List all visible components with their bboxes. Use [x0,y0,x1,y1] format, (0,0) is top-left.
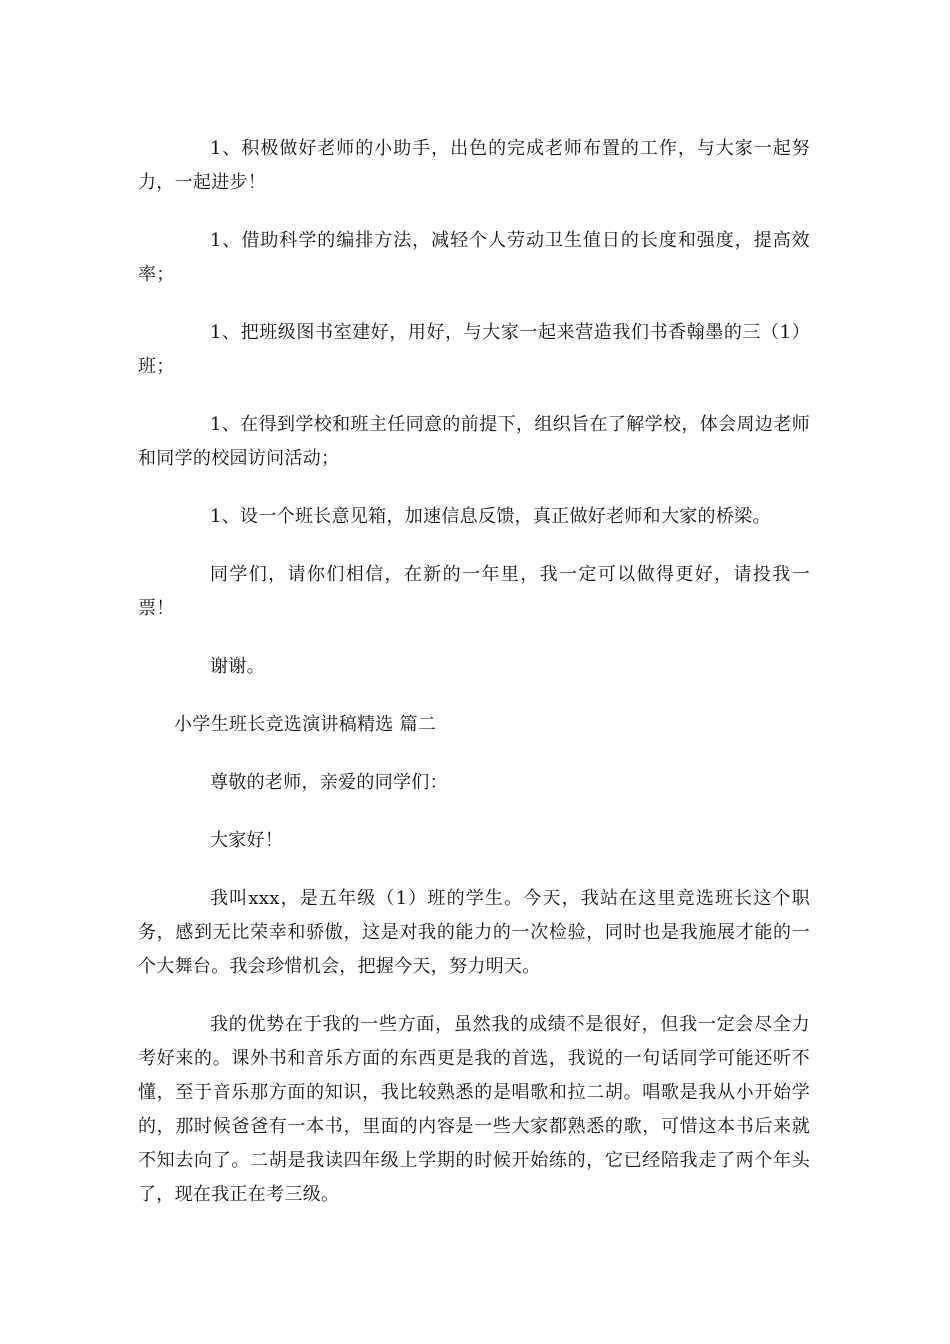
document-body [138,132,810,1212]
paragraph-thanks: 谢谢。 [210,656,265,677]
paragraph-greeting: 大家好！ [210,830,284,851]
section-heading: 小学生班长竞选演讲稿精选 篇二 [174,714,437,735]
paragraph-duty-library: 1、把班级图书室建好，用好，与大家一起来营造我们书香翰墨的三（1）班； [138,322,810,377]
paragraph-vote-request: 同学们，请你们相信，在新的一年里，我一定可以做得更好，请投我一票！ [138,564,810,619]
paragraph-introduction: 我叫xxx，是五年级（1）班的学生。今天，我站在这里竞选班长这个职务，感到无比荣幸和骄傲，这是对我的能力的一次检验，同时也是我施展才能的一个大舞台。我会珍惜机会，把握今天，努力明天。 [138,888,810,977]
paragraph-duty-visit: 1、在得到学校和班主任同意的前提下，组织旨在了解学校，体会周边老师和同学的校园访问活动； [138,414,810,469]
paragraph-duty-schedule: 1、借助科学的编排方法，减轻个人劳动卫生值日的长度和强度，提高效率； [138,230,810,285]
paragraph-duty-suggestion-box: 1、设一个班长意见箱，加速信息反馈，真正做好老师和大家的桥梁。 [210,506,771,527]
paragraph-duty-helper: 1、积极做好老师的小助手，出色的完成老师布置的工作，与大家一起努力，一起进步！ [138,138,810,193]
paragraph-strengths: 我的优势在于我的一些方面，虽然我的成绩不是很好，但我一定会尽全力考好来的。课外书和音乐方面的东西更是我的首选，我说的一句话同学可能还听不懂，至于音乐那方面的知识，我比较熟悉的是唱歌和拉二胡。唱歌是我从小开始学的，那时候爸爸有一本书，里面的内容是一些大家都熟悉的歌，可惜这本书后来就不知去向了。二胡是我读四年级上学期的时候开始练的，它已经陪我走了两个年头了，现在我正在考三级。 [138,1014,810,1205]
paragraph-salutation: 尊敬的老师，亲爱的同学们： [210,772,448,793]
